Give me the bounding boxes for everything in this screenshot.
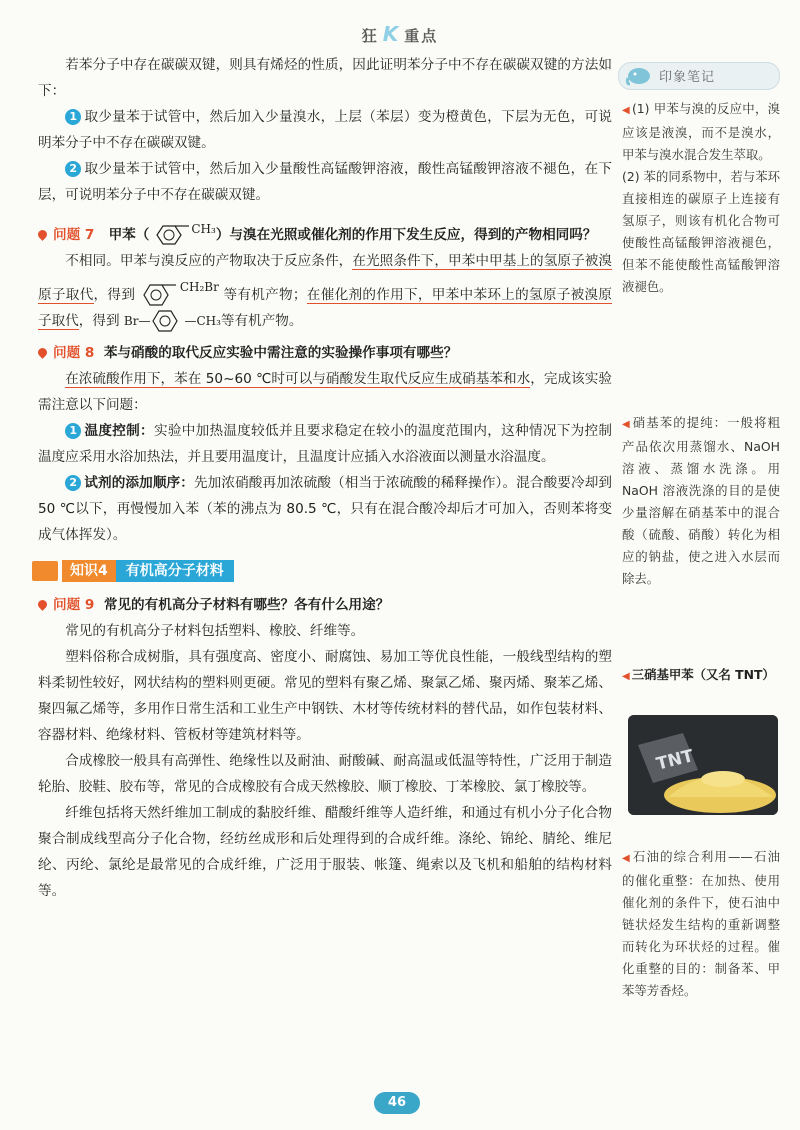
- page-header: 狂 K 重点: [361, 22, 439, 46]
- tnt-photo: [628, 715, 778, 815]
- question-marker-icon: [36, 228, 49, 241]
- answer-9-p3: 合成橡胶一般具有高弹性、绝缘性以及耐油、耐酸碱、耐高温或低温等特性，广泛用于制造轮胎、胶鞋、胶布等，常见的合成橡胶有合成天然橡胶、顺丁橡胶、丁苯橡胶、氯丁橡胶等。: [38, 753, 612, 795]
- book-icon: [32, 561, 58, 581]
- intro-paragraph: 若苯分子中存在碳碳双键，则具有烯烃的性质，因此证明苯分子中不存在碳碳双键的方法如下：: [38, 57, 612, 99]
- number-2-icon: 2: [65, 161, 81, 177]
- question-7: 问题 7 甲苯（ CH₃）与溴在光照或催化剂的作用下发生反应，得到的产物相同吗？: [16, 216, 612, 248]
- main-column: [38, 52, 612, 904]
- k-logo: K: [382, 22, 401, 46]
- bromotoluene-structure-icon: [150, 308, 184, 334]
- triangle-marker-icon: ◀: [622, 853, 631, 864]
- answer-7: 不相同。甲苯与溴反应的产物取决于反应条件，在光照条件下，甲苯中甲基上的氢原子被溴原子取代，得到 CH₂Br 等有机产物；在催化剂的作用下，甲苯中苯环上的氢原子被溴原子取代，得到 Br— —CH₃等有机产物。: [38, 248, 612, 334]
- knowledge-section-header: 知识4 有机高分子材料: [32, 560, 612, 582]
- question-9: 问题 9 常见的有机高分子材料有哪些？各有什么用途？: [16, 592, 612, 618]
- question-marker-icon: [36, 598, 49, 611]
- triangle-marker-icon: ◀: [622, 105, 630, 116]
- triangle-marker-icon: ◀: [622, 419, 631, 430]
- answer-8: 在浓硫酸作用下，苯在 50~60 ℃时可以与硝酸发生取代反应生成硝基苯和水，完成该实验需注意以下问题：: [38, 371, 612, 413]
- question-marker-icon: [36, 346, 49, 359]
- point-8-1: 1 温度控制：实验中加热温度较低并且要求稳定在较小的温度范围内，这种情况下为控制温度应采用水浴加热法，并且要用温度计，且温度计应插入水浴液面以测量水浴温度。: [38, 423, 613, 465]
- benzyl-bromide-structure-icon: [140, 282, 180, 308]
- method-1: 1 取少量苯于试管中，然后加入少量溴水，上层（苯层）变为橙黄色，下层为无色，可说明苯分子中不存在碳碳双键。: [38, 109, 612, 151]
- number-1-icon: 1: [65, 109, 81, 125]
- method-2: 2 取少量苯于试管中，然后加入少量酸性高锰酸钾溶液，酸性高锰酸钾溶液不褪色，在下层，可说明苯分子中不存在碳碳双键。: [38, 161, 612, 203]
- triangle-marker-icon: ◀: [622, 671, 630, 682]
- side-note-2: ◀ 硝基苯的提纯：一般将粗产品依次用蒸馏水、NaOH 溶液、蒸馏水洗涤。用 NaOH 溶液洗涤的目的是使少量溶解在硝基苯中的混合酸（硫酸、硝酸）转化为相应的钠盐，使之进入水层而除去。: [622, 415, 781, 586]
- answer-9-p1: 常见的有机高分子材料包括塑料、橡胶、纤维等。: [65, 623, 365, 639]
- answer-9-p4: 纤维包括将天然纤维加工制成的黏胶纤维、醋酸纤维等人造纤维，和通过有机小分子化合物聚合制成线型高分子化合物，经纺丝成形和后处理得到的合成纤维。涤纶、锦纶、腈纶、维尼纶、丙纶、氯纶是最常见的合成纤维，广泛用于服装、帐篷、绳索以及飞机和船舶的结构材料等。: [38, 805, 612, 899]
- tnt-label: TNT: [654, 746, 696, 775]
- side-note-3: ◀ 三硝基甲苯（又名 TNT）: [622, 667, 775, 682]
- side-note-1: ◀ (1) 甲苯与溴的反应中，溴应该是液溴，而不是溴水，甲苯与溴水混合发生萃取。 (2) 苯的同系物中，若与苯环直接相连的碳原子上连接有氢原子，则该有机化合物可使酸性高锰酸钾溶液褪色，但苯不能使酸性高锰酸钾溶液褪色。: [622, 101, 780, 294]
- number-2-icon: 2: [65, 475, 81, 491]
- page-number: 46: [374, 1092, 420, 1114]
- point-8-2: 2 试剂的添加顺序：先加浓硝酸再加浓硫酸（相当于浓硫酸的稀释操作）。混合酸要冷却到 50 ℃以下，再慢慢加入苯（苯的沸点为 80.5 ℃，只有在混合酸冷却后才可加入，否则苯将变成气体挥发）。: [38, 475, 612, 543]
- elephant-icon: [625, 64, 655, 86]
- notes-header: 印象笔记: [618, 62, 780, 90]
- side-note-4: ◀ 石油的综合利用——石油的催化重整：在加热、使用催化剂的条件下，使石油中链状烃发生结构的重新调整而转化为环状烃的过程。催化重整的目的：制备苯、甲苯等芳香烃。: [622, 849, 780, 998]
- number-1-icon: 1: [65, 423, 81, 439]
- question-8: 问题 8 苯与硝酸的取代反应实验中需注意的实验操作事项有哪些？: [16, 340, 612, 366]
- answer-9-p2: 塑料俗称合成树脂，具有强度高、密度小、耐腐蚀、易加工等优良性能，一般线型结构的塑料柔韧性较好，网状结构的塑料则更硬。常见的塑料有聚乙烯、聚氯乙烯、聚丙烯、聚苯乙烯、聚四氟乙烯等，多用作日常生活和工业生产中钢铁、木材等传统材料的替代品，如作包装材料、容器材料、绝缘材料、管板材等建筑材料等。: [38, 649, 612, 743]
